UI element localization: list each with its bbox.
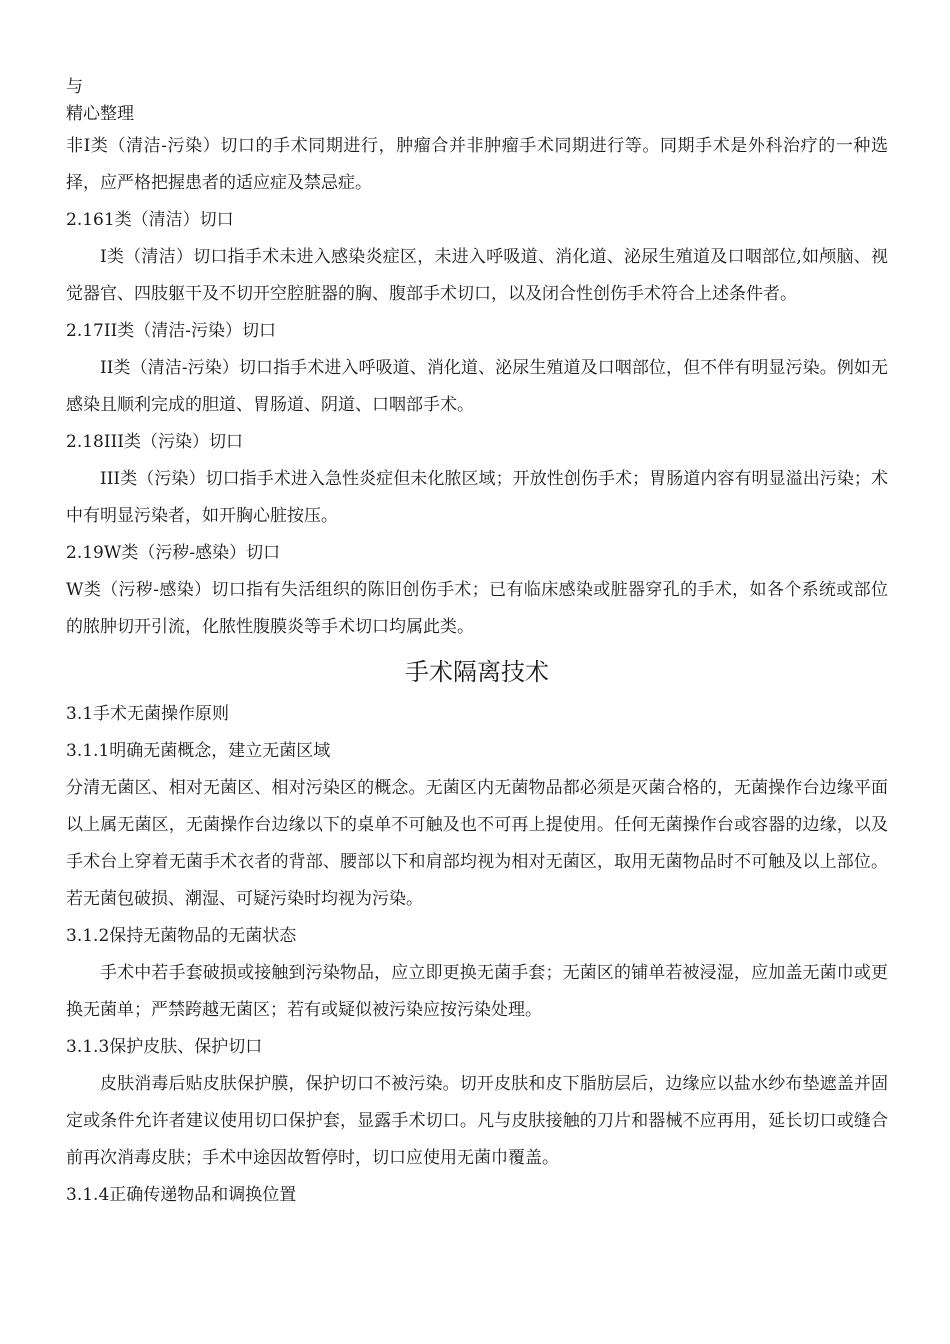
heading-3-1-2: 3.1.2保持无菌物品的无菌状态 xyxy=(66,926,297,946)
heading-2-19: 2.19W类（污秽-感染）切口 xyxy=(66,543,281,563)
heading-3-1: 3.1手术无菌操作原则 xyxy=(66,704,230,724)
document-header xyxy=(66,74,888,128)
heading-3-1-1: 3.1.1明确无菌概念，建立无菌区域 xyxy=(66,741,331,761)
header-line-2: 精心整理 xyxy=(66,104,134,124)
paragraph-3-1-2: 手术中若手套破损或接触到污染物品，应立即更换无菌手套；无菌区的铺单若被浸湿，应加盖无菌巾或更换无菌单；严禁跨越无菌区；若有或疑似被污染应按污染处理。 xyxy=(66,963,888,1020)
intro-paragraph: 非Ⅰ类（清洁-污染）切口的手术同期进行，肿瘤合并非肿瘤手术同期进行等。同期手术是外科治疗的一种选择，应严格把握患者的适应症及禁忌症。 xyxy=(66,136,888,193)
paragraph-2-19: W类（污秽-感染）切口指有失活组织的陈旧创伤手术；已有临床感染或脏器穿孔的手术，如各个系统或部位的脓肿切开引流，化脓性腹膜炎等手术切口均属此类。 xyxy=(66,580,888,637)
header-line-1: 与 xyxy=(66,77,83,97)
heading-2-17: 2.17II类（清洁-污染）切口 xyxy=(66,321,277,341)
heading-2-18: 2.18III类（污染）切口 xyxy=(66,432,243,452)
section-title: 手术隔离技术 xyxy=(405,658,549,686)
paragraph-3-1-1: 分清无菌区、相对无菌区、相对污染区的概念。无菌区内无菌物品都必须是灭菌合格的，无菌操作台边缘平面以上属无菌区，无菌操作台边缘以下的桌单不可触及也不可再上提使用。任何无菌操作台或容器的边缘，以及手术台上穿着无菌手术衣者的背部、腰部以下和肩部均视为相对无菌区，取用无菌物品时不可触及以上部位。若无菌包破损、潮湿、可疑污染时均视为污染。 xyxy=(66,778,888,909)
heading-3-1-3: 3.1.3保护皮肤、保护切口 xyxy=(66,1037,263,1057)
paragraph-2-18: III类（污染）切口指手术进入急性炎症但未化脓区域；开放性创伤手术；胃肠道内容有明显溢出污染；术中有明显污染者，如开胸心脏按压。 xyxy=(66,469,888,526)
paragraph-3-1-3: 皮肤消毒后贴皮肤保护膜，保护切口不被污染。切开皮肤和皮下脂肪层后，边缘应以盐水纱布垫遮盖并固定或条件允许者建议使用切口保护套，显露手术切口。凡与皮肤接触的刀片和器械不应再用，延长切口或缝合前再次消毒皮肤；手术中途因故暂停时，切口应使用无菌巾覆盖。 xyxy=(66,1074,888,1168)
paragraph-2-17: II类（清洁-污染）切口指手术进入呼吸道、消化道、泌尿生殖道及口咽部位，但不伴有明显污染。例如无感染且顺利完成的胆道、胃肠道、阴道、口咽部手术。 xyxy=(66,358,888,415)
paragraph-2-16: I类（清洁）切口指手术未进入感染炎症区，未进入呼吸道、消化道、泌尿生殖道及口咽部位,如颅脑、视觉器官、四肢躯干及不切开空腔脏器的胸、腹部手术切口，以及闭合性创伤手术符合上述条件者。 xyxy=(66,247,888,304)
heading-3-1-4: 3.1.4正确传递物品和调换位置 xyxy=(66,1185,297,1205)
document-page xyxy=(66,74,888,1214)
heading-2-16: 2.161类（清洁）切口 xyxy=(66,210,234,230)
